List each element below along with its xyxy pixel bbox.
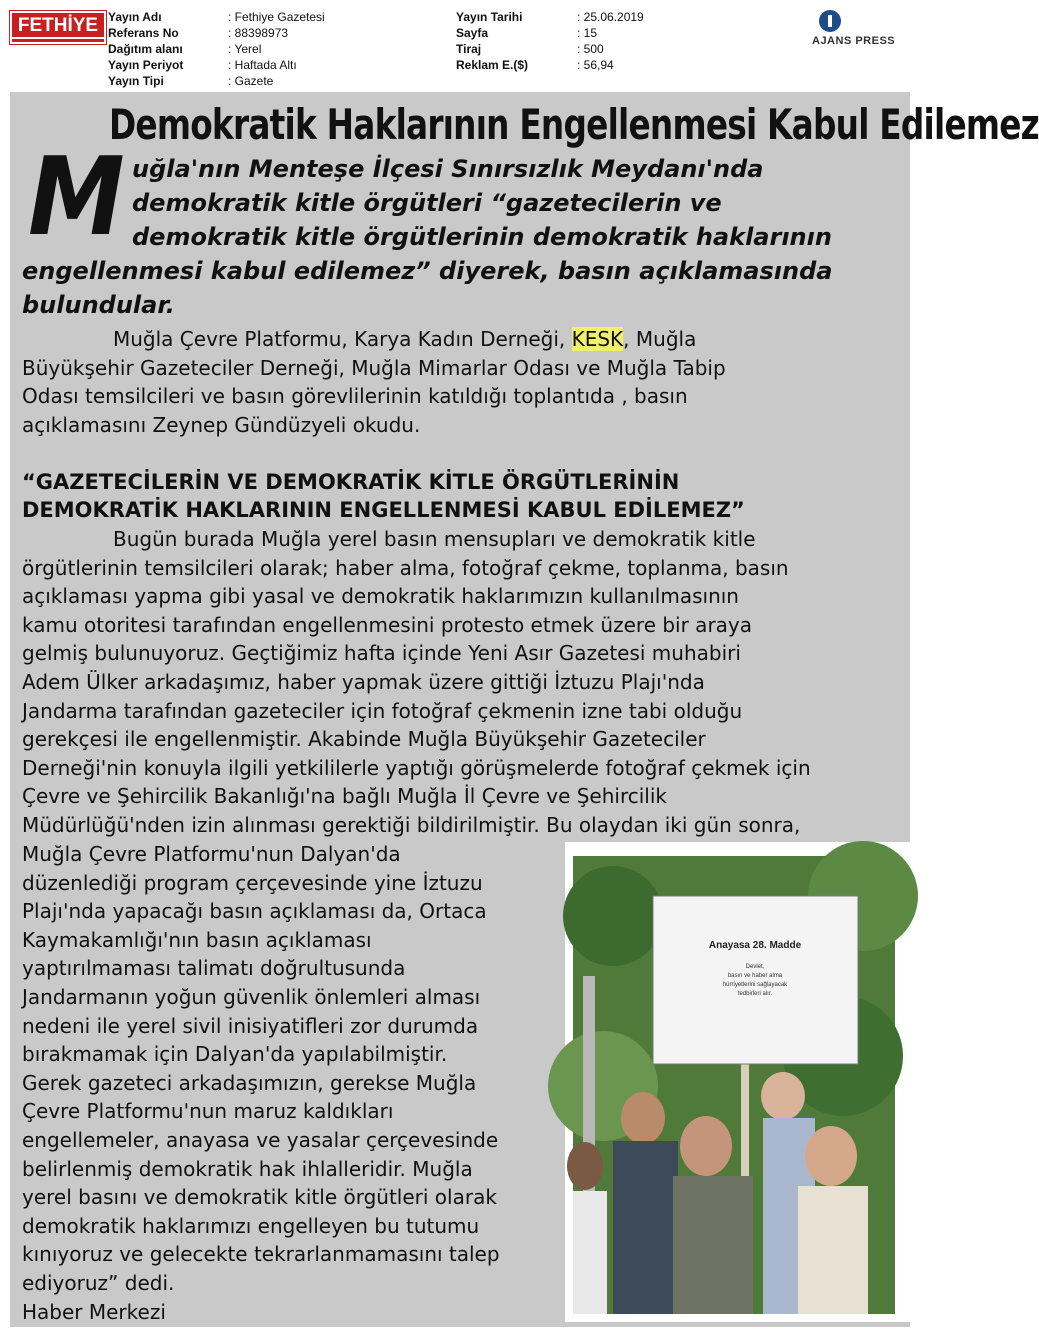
label-page: Sayfa: [456, 26, 489, 40]
paragraph-line: ediyoruz” dedi.: [22, 1271, 175, 1295]
sign-title: Anayasa 28. Madde: [708, 940, 802, 951]
value-publication-name: : Fethiye Gazetesi: [228, 10, 325, 24]
value-reference-no: : 88398973: [228, 26, 289, 40]
agency-name: AJANS PRESS: [812, 35, 896, 47]
paragraph-text: Muğla Çevre Platformu, Karya Kadın Derneği,: [113, 327, 572, 351]
newspaper-logo-text: FETHİYE: [17, 15, 99, 36]
value-publication-date: : 25.06.2019: [577, 10, 644, 24]
paragraph-line: kınıyoruz ve gelecekte tekrarlanmamasını talep: [22, 1242, 500, 1267]
sign-line: hürriyetlerini sağlayacak: [722, 982, 788, 988]
paragraph-line: kamu otoritesi tarafından engellenmesini protesto etmek üzere bir araya: [22, 612, 753, 637]
value-ad-equivalent: : 56,94: [577, 58, 614, 72]
ajans-press-logo-icon: [819, 10, 841, 32]
highlighted-keyword: KESK: [571, 327, 624, 351]
sign-line: Devlet,: [745, 964, 765, 970]
paragraph-line: engellemeler, anayasa ve yasalar çerçevesinde: [22, 1128, 499, 1152]
paragraph-line: demokratik haklarımızı engelleyen bu tutumu: [22, 1213, 480, 1238]
protest-photo-illustration: [573, 856, 895, 1314]
paragraph-line: yerel basını ve demokratik kitle örgütleri olarak: [22, 1185, 497, 1210]
paragraph-line: Kaymakamlığı'nın basın açıklaması: [22, 927, 372, 952]
label-publication-date: Yayın Tarihi: [456, 10, 523, 24]
subheading-line: “GAZETECİLERİN VE DEMOKRATİK KİTLE ÖRGÜTLERİNİN: [22, 470, 680, 494]
paragraph-line: yaptırılmaması talimatı doğrultusunda: [22, 956, 406, 981]
paragraph-line: Jandarma tarafından gazeteciler için fotoğraf çekmenin izne tabi olduğu: [22, 698, 743, 723]
label-publication-period: Yayın Periyot: [108, 58, 184, 72]
value-publication-type: : Gazete: [228, 74, 274, 88]
subheading-line: DEMOKRATİK HAKLARININ ENGELLENMESİ KABUL EDİLEMEZ”: [22, 498, 745, 522]
paragraph-line: belirlenmiş demokratik hak ihlalleridir. Muğla: [22, 1156, 473, 1181]
article-clipping: [10, 92, 1039, 1327]
paragraph-line: gerekçesi ile engellenmiştir. Akabinde Muğla Büyükşehir Gazeteciler: [22, 727, 706, 752]
label-reference-no: Referans No: [108, 26, 179, 40]
article-title: Demokratik Haklarının Engellenmesi Kabul Edilemez: [109, 100, 1039, 149]
paragraph-line: Derneği'nin konuyla ilgili yetkililerle yaptığı görüşmelerde fotoğraf çekmek için: [22, 755, 811, 780]
label-publication-name: Yayın Adı: [108, 10, 162, 24]
paragraph-line: Çevre Platformu'nun maruz kaldıkları: [22, 1099, 394, 1124]
paragraph-line: Adem Ülker arkadaşımız, haber yapmak üzere gittiği İztuzu Plajı'nda: [22, 670, 705, 694]
paragraph-line: Çevre ve Şehircilik Bakanlığı'na bağlı Muğla İl Çevre ve Şehircilik: [22, 784, 667, 809]
paragraph-line: bırakmamak için Dalyan'da yapılabilmiştir.: [22, 1042, 448, 1067]
byline: Haber Merkezi: [22, 1299, 166, 1324]
value-publication-period: : Haftada Altı: [228, 58, 297, 72]
paragraph-line: nedeni ile yerel sivil inisiyatifleri zor durumda: [22, 1013, 479, 1038]
paragraph-line: örgütlerinin temsilcileri olarak; haber alma, fotoğraf çekme, toplanma, basın: [22, 555, 789, 580]
paragraph-line: Gerek gazeteci arkadaşımızın, gerekse Muğla: [22, 1070, 477, 1095]
lead-line: uğla'nın Menteşe İlçesi Sınırsızlık Meydanı'nda: [132, 155, 764, 183]
agency-logo: [812, 10, 912, 50]
drop-cap: M: [28, 135, 125, 260]
article-photo: [565, 842, 910, 1322]
paragraph-line: Müdürlüğü'nden izin alınması gerektiği bildirilmiştir. Bu olaydan iki gün sonra,: [22, 813, 801, 837]
lead-line: engellenmesi kabul edilemez” diyerek, basın açıklamasında: [22, 257, 833, 285]
lead-line: demokratik kitle örgütlerinin demokratik haklarının: [132, 223, 832, 251]
paragraph-line: Bugün burada Muğla yerel basın mensupları ve demokratik kitle: [113, 527, 756, 551]
label-ad-equivalent: Reklam E.($): [456, 58, 529, 72]
lead-line: demokratik kitle örgütleri “gazetecilerin ve: [132, 189, 722, 217]
newspaper-logo: [10, 11, 106, 44]
label-distribution-area: Dağıtım alanı: [108, 42, 183, 56]
label-circulation: Tiraj: [456, 42, 482, 56]
paragraph-line: düzenlediği program çerçevesinde yine İztuzu: [22, 870, 483, 895]
value-circulation: : 500: [577, 42, 604, 56]
value-distribution-area: : Yerel: [228, 42, 262, 56]
paragraph-line: Jandarmanın yoğun güvenlik önlemleri alması: [22, 985, 481, 1009]
sign-line: basın ve haber alma: [727, 973, 783, 979]
paragraph-line: açıklaması yapma gibi yasal ve demokratik haklarımızın kullanılmasının: [22, 584, 739, 609]
lead-line: bulundular.: [22, 291, 175, 319]
paragraph-line: Odası temsilcileri ve basın görevlilerinin katıldığı toplantıda , basın: [22, 384, 688, 408]
paragraph-text: , Muğla: [623, 327, 697, 351]
label-publication-type: Yayın Tipi: [108, 74, 164, 88]
paragraph-line: [113, 325, 696, 354]
paragraph-line: Plajı'nda yapacağı basın açıklaması da, Ortaca: [22, 899, 487, 924]
paragraph-line: Muğla Çevre Platformu'nun Dalyan'da: [22, 842, 401, 866]
paragraph-line: gelmiş bulunuyoruz. Geçtiğimiz hafta içinde Yeni Asır Gazetesi muhabiri: [22, 641, 741, 666]
paragraph-line: Büyükşehir Gazeteciler Derneği, Muğla Mimarlar Odası ve Muğla Tabip: [22, 356, 726, 380]
sign-line: tedbirleri alır.: [737, 991, 773, 997]
clipping-header: [0, 0, 920, 92]
value-page: : 15: [577, 26, 598, 40]
paragraph-line: açıklamasını Zeynep Gündüzyeli okudu.: [22, 413, 421, 437]
